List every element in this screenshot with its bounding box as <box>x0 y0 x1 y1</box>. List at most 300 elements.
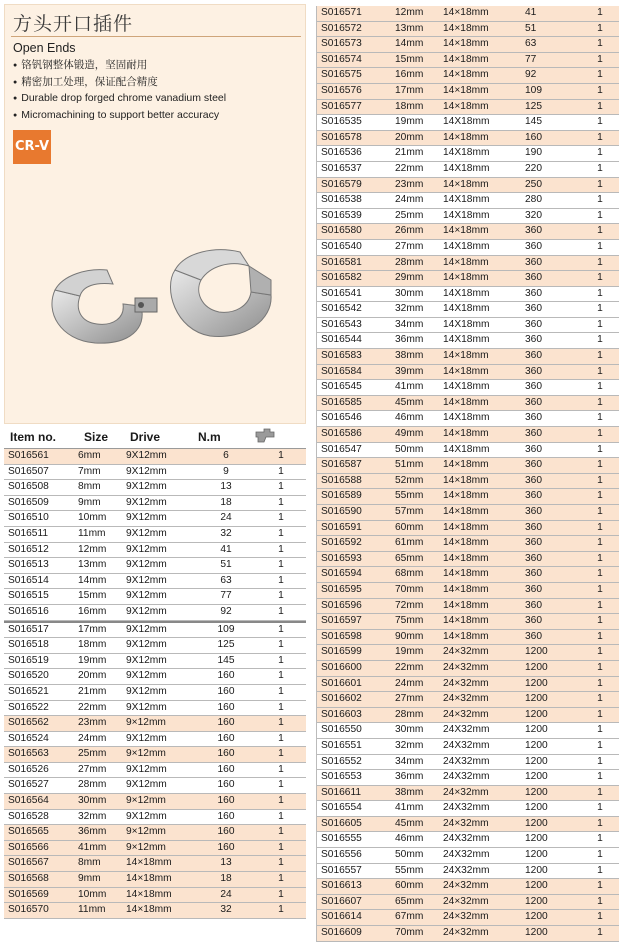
torque-cell: 1200 <box>521 723 577 739</box>
torque-cell: 160 <box>196 762 252 778</box>
torque-cell: 63 <box>521 37 577 53</box>
table-row <box>317 442 619 458</box>
qty-cell: 1 <box>577 208 619 224</box>
drive-cell: 24×32mm <box>439 910 521 926</box>
torque-cell: 360 <box>521 333 577 349</box>
item-no-cell: S016596 <box>317 598 391 614</box>
table-row <box>317 629 619 645</box>
torque-cell: 160 <box>196 700 252 716</box>
torque-cell: 1200 <box>521 770 577 786</box>
table-row <box>317 271 619 287</box>
drive-cell: 14×18mm <box>439 505 521 521</box>
size-cell: 17mm <box>74 623 122 638</box>
table-row <box>317 816 619 832</box>
left-table-a <box>4 449 306 621</box>
drive-cell: 14×18mm <box>439 567 521 583</box>
table-row <box>4 526 306 542</box>
table-row <box>317 645 619 661</box>
item-no-cell: S016509 <box>4 495 74 511</box>
table-row <box>317 473 619 489</box>
item-no-cell: S016614 <box>317 910 391 926</box>
size-cell: 11mm <box>74 903 122 919</box>
item-no-cell: S016597 <box>317 614 391 630</box>
torque-cell: 6 <box>196 449 252 464</box>
item-no-cell: S016552 <box>317 754 391 770</box>
table-row <box>4 887 306 903</box>
size-cell: 8mm <box>74 480 122 496</box>
table-row <box>317 21 619 37</box>
qty-cell: 1 <box>577 52 619 68</box>
feature-item: ● Micromachining to support better accuracy <box>13 108 226 125</box>
torque-cell: 360 <box>521 239 577 255</box>
size-cell: 21mm <box>391 146 439 162</box>
drive-cell: 14×18mm <box>439 551 521 567</box>
size-cell: 22mm <box>391 161 439 177</box>
size-cell: 32mm <box>74 809 122 825</box>
table-row <box>317 489 619 505</box>
torque-cell: 1200 <box>521 692 577 708</box>
torque-cell: 24 <box>196 887 252 903</box>
size-cell: 21mm <box>74 684 122 700</box>
qty-cell: 1 <box>252 731 306 747</box>
item-no-cell: S016539 <box>317 208 391 224</box>
drive-cell: 9X12mm <box>122 623 196 638</box>
table-row <box>317 848 619 864</box>
qty-cell: 1 <box>577 473 619 489</box>
drive-cell: 9X12mm <box>122 511 196 527</box>
item-no-cell: S016510 <box>4 511 74 527</box>
size-cell: 26mm <box>391 224 439 240</box>
table-row <box>317 177 619 193</box>
drive-cell: 14X18mm <box>439 411 521 427</box>
size-cell: 41mm <box>391 801 439 817</box>
size-cell: 52mm <box>391 473 439 489</box>
torque-cell: 360 <box>521 551 577 567</box>
qty-cell: 1 <box>252 573 306 589</box>
size-cell: 6mm <box>74 449 122 464</box>
size-cell: 28mm <box>391 255 439 271</box>
size-cell: 68mm <box>391 567 439 583</box>
drive-cell: 9X12mm <box>122 762 196 778</box>
item-no-cell: S016515 <box>4 589 74 605</box>
item-no-cell: S016540 <box>317 239 391 255</box>
item-no-cell: S016528 <box>4 809 74 825</box>
drive-cell: 14×18mm <box>439 52 521 68</box>
drive-cell: 9X12mm <box>122 573 196 589</box>
drive-cell: 9X12mm <box>122 526 196 542</box>
item-no-cell: S016603 <box>317 707 391 723</box>
qty-cell: 1 <box>577 738 619 754</box>
qty-cell: 1 <box>252 623 306 638</box>
drive-cell: 9X12mm <box>122 480 196 496</box>
table-row <box>317 676 619 692</box>
item-no-cell: S016562 <box>4 716 74 732</box>
feature-item: ● Durable drop forged chrome vanadium steel <box>13 91 226 108</box>
size-cell: 12mm <box>74 542 122 558</box>
item-no-cell: S016585 <box>317 395 391 411</box>
drive-cell: 14×18mm <box>439 224 521 240</box>
right-panel <box>316 6 619 942</box>
qty-cell: 1 <box>577 894 619 910</box>
size-cell: 90mm <box>391 629 439 645</box>
torque-cell: 190 <box>521 146 577 162</box>
qty-cell: 1 <box>577 660 619 676</box>
size-cell: 28mm <box>391 707 439 723</box>
qty-cell: 1 <box>577 130 619 146</box>
item-no-cell: S016572 <box>317 21 391 37</box>
size-cell: 67mm <box>391 910 439 926</box>
item-no-cell: S016542 <box>317 302 391 318</box>
drive-cell: 14×18mm <box>439 177 521 193</box>
torque-cell: 160 <box>196 669 252 685</box>
torque-cell: 360 <box>521 520 577 536</box>
drive-cell: 14×18mm <box>439 629 521 645</box>
item-no-cell: S016554 <box>317 801 391 817</box>
drive-cell: 14X18mm <box>439 380 521 396</box>
item-no-cell: S016588 <box>317 473 391 489</box>
torque-cell: 160 <box>196 684 252 700</box>
qty-cell: 1 <box>252 903 306 919</box>
item-no-cell: S016584 <box>317 364 391 380</box>
qty-cell: 1 <box>577 395 619 411</box>
size-cell: 15mm <box>391 52 439 68</box>
size-cell: 45mm <box>391 816 439 832</box>
qty-cell: 1 <box>577 489 619 505</box>
torque-cell: 77 <box>521 52 577 68</box>
item-no-cell: S016578 <box>317 130 391 146</box>
item-no-cell: S016571 <box>317 6 391 21</box>
size-cell: 16mm <box>74 604 122 620</box>
qty-cell: 1 <box>577 177 619 193</box>
size-cell: 24mm <box>391 193 439 209</box>
size-cell: 20mm <box>74 669 122 685</box>
torque-cell: 360 <box>521 629 577 645</box>
size-cell: 75mm <box>391 614 439 630</box>
size-cell: 65mm <box>391 894 439 910</box>
torque-cell: 145 <box>521 115 577 131</box>
item-no-cell: S016605 <box>317 816 391 832</box>
drive-cell: 14X18mm <box>439 317 521 333</box>
drive-cell: 9×12mm <box>122 747 196 763</box>
size-cell: 17mm <box>391 83 439 99</box>
size-cell: 28mm <box>74 778 122 794</box>
torque-cell: 360 <box>521 364 577 380</box>
size-cell: 25mm <box>74 747 122 763</box>
drive-cell: 14×18mm <box>122 903 196 919</box>
table-row <box>317 83 619 99</box>
drive-cell: 14X18mm <box>439 146 521 162</box>
item-no-cell: S016598 <box>317 629 391 645</box>
qty-cell: 1 <box>252 558 306 574</box>
torque-cell: 360 <box>521 271 577 287</box>
torque-cell: 360 <box>521 489 577 505</box>
table-column-header <box>4 424 306 449</box>
table-row <box>4 653 306 669</box>
qty-cell: 1 <box>577 848 619 864</box>
drive-cell: 9X12mm <box>122 604 196 620</box>
feature-item: ● 铬钒钢整体锻造，坚固耐用 <box>13 58 226 75</box>
drive-cell: 24X32mm <box>439 770 521 786</box>
table-row <box>317 785 619 801</box>
item-no-cell: S016512 <box>4 542 74 558</box>
qty-cell: 1 <box>577 723 619 739</box>
drive-cell: 14X18mm <box>439 286 521 302</box>
table-row <box>317 707 619 723</box>
table-row <box>317 395 619 411</box>
item-no-cell: S016602 <box>317 692 391 708</box>
drive-cell: 9X12mm <box>122 449 196 464</box>
size-cell: 41mm <box>391 380 439 396</box>
size-cell: 38mm <box>391 349 439 365</box>
table-row <box>317 239 619 255</box>
table-row <box>317 68 619 84</box>
size-cell: 12mm <box>391 6 439 21</box>
drive-cell: 24×32mm <box>439 692 521 708</box>
title-divider <box>11 36 301 37</box>
drive-cell: 24X32mm <box>439 863 521 879</box>
table-row <box>317 614 619 630</box>
qty-cell: 1 <box>577 380 619 396</box>
drive-cell: 24X32mm <box>439 723 521 739</box>
item-no-cell: S016573 <box>317 37 391 53</box>
drive-cell: 24×32mm <box>439 879 521 895</box>
table-row <box>317 723 619 739</box>
item-no-cell: S016581 <box>317 255 391 271</box>
qty-cell: 1 <box>577 333 619 349</box>
insert-right <box>170 250 271 337</box>
qty-cell: 1 <box>577 801 619 817</box>
drive-cell: 9X12mm <box>122 684 196 700</box>
item-no-cell: S016583 <box>317 349 391 365</box>
torque-cell: 280 <box>521 193 577 209</box>
drive-cell: 14×18mm <box>439 582 521 598</box>
qty-cell: 1 <box>577 349 619 365</box>
table-row <box>317 161 619 177</box>
table-row <box>317 910 619 926</box>
torque-cell: 109 <box>196 623 252 638</box>
table-row <box>317 926 619 942</box>
table-row <box>4 638 306 654</box>
size-cell: 7mm <box>74 464 122 480</box>
torque-cell: 360 <box>521 442 577 458</box>
drive-cell: 9X12mm <box>122 464 196 480</box>
table-row <box>317 863 619 879</box>
item-no-cell: S016519 <box>4 653 74 669</box>
size-cell: 70mm <box>391 926 439 942</box>
item-no-cell: S016516 <box>4 604 74 620</box>
torque-cell: 360 <box>521 536 577 552</box>
table-row <box>317 333 619 349</box>
qty-cell: 1 <box>577 551 619 567</box>
table-row <box>317 380 619 396</box>
qty-cell: 1 <box>252 794 306 810</box>
torque-cell: 32 <box>196 903 252 919</box>
drive-cell: 14X18mm <box>439 161 521 177</box>
drive-cell: 14×18mm <box>439 364 521 380</box>
item-no-cell: S016575 <box>317 68 391 84</box>
table-row <box>4 778 306 794</box>
col-nm: N.m <box>198 430 221 444</box>
size-cell: 60mm <box>391 520 439 536</box>
qty-cell: 1 <box>577 816 619 832</box>
qty-cell: 1 <box>577 567 619 583</box>
size-cell: 55mm <box>391 489 439 505</box>
torque-cell: 160 <box>196 809 252 825</box>
qty-cell: 1 <box>252 511 306 527</box>
size-cell: 30mm <box>74 794 122 810</box>
table-row <box>4 856 306 872</box>
table-row <box>317 52 619 68</box>
qty-cell: 1 <box>577 317 619 333</box>
torque-cell: 360 <box>521 505 577 521</box>
qty-cell: 1 <box>252 778 306 794</box>
table-row <box>317 411 619 427</box>
product-subtitle: Open Ends <box>13 41 76 55</box>
item-no-cell: S016564 <box>4 794 74 810</box>
table-row <box>4 731 306 747</box>
item-no-cell: S016551 <box>317 738 391 754</box>
drive-cell: 14×18mm <box>439 130 521 146</box>
size-cell: 19mm <box>391 645 439 661</box>
size-cell: 46mm <box>391 832 439 848</box>
qty-cell: 1 <box>577 520 619 536</box>
item-no-cell: S016557 <box>317 863 391 879</box>
torque-cell: 13 <box>196 856 252 872</box>
torque-cell: 360 <box>521 395 577 411</box>
left-table-b <box>4 623 306 919</box>
torque-cell: 160 <box>196 716 252 732</box>
table-row <box>317 146 619 162</box>
size-cell: 13mm <box>74 558 122 574</box>
table-row <box>4 825 306 841</box>
drive-cell: 9×12mm <box>122 840 196 856</box>
size-cell: 34mm <box>391 754 439 770</box>
size-cell: 34mm <box>391 317 439 333</box>
qty-cell: 1 <box>577 161 619 177</box>
torque-cell: 1200 <box>521 676 577 692</box>
size-cell: 18mm <box>74 638 122 654</box>
qty-cell: 1 <box>252 716 306 732</box>
drive-cell: 9X12mm <box>122 638 196 654</box>
table-row <box>317 582 619 598</box>
item-no-cell: S016574 <box>317 52 391 68</box>
torque-cell: 360 <box>521 255 577 271</box>
item-no-cell: S016607 <box>317 894 391 910</box>
size-cell: 57mm <box>391 505 439 521</box>
col-size: Size <box>84 430 109 444</box>
qty-cell: 1 <box>252 809 306 825</box>
table-row <box>4 449 306 464</box>
qty-cell: 1 <box>577 536 619 552</box>
size-cell: 13mm <box>391 21 439 37</box>
table-row <box>4 747 306 763</box>
size-cell: 51mm <box>391 458 439 474</box>
table-row <box>317 770 619 786</box>
qty-cell: 1 <box>577 629 619 645</box>
qty-cell: 1 <box>577 302 619 318</box>
item-no-cell: S016508 <box>4 480 74 496</box>
item-no-cell: S016538 <box>317 193 391 209</box>
qty-cell: 1 <box>577 926 619 942</box>
torque-cell: 160 <box>196 731 252 747</box>
qty-cell: 1 <box>577 99 619 115</box>
item-no-cell: S016546 <box>317 411 391 427</box>
size-cell: 20mm <box>391 130 439 146</box>
size-cell: 50mm <box>391 442 439 458</box>
drive-cell: 14×18mm <box>439 614 521 630</box>
table-row <box>317 754 619 770</box>
table-row <box>317 894 619 910</box>
torque-cell: 1200 <box>521 707 577 723</box>
torque-cell: 1200 <box>521 738 577 754</box>
item-no-cell: S016522 <box>4 700 74 716</box>
torque-cell: 360 <box>521 380 577 396</box>
feature-list <box>13 58 226 124</box>
size-cell: 61mm <box>391 536 439 552</box>
torque-cell: 160 <box>521 130 577 146</box>
torque-cell: 360 <box>521 427 577 443</box>
drive-cell: 24×32mm <box>439 645 521 661</box>
size-cell: 27mm <box>391 692 439 708</box>
qty-cell: 1 <box>577 754 619 770</box>
drive-cell: 14×18mm <box>439 37 521 53</box>
size-cell: 32mm <box>391 302 439 318</box>
table-row <box>4 558 306 574</box>
item-no-cell: S016589 <box>317 489 391 505</box>
feature-item: ● 精密加工处理，保证配合精度 <box>13 75 226 92</box>
drive-cell: 24×32mm <box>439 676 521 692</box>
qty-cell: 1 <box>252 542 306 558</box>
torque-cell: 320 <box>521 208 577 224</box>
drive-cell: 9X12mm <box>122 700 196 716</box>
qty-cell: 1 <box>577 239 619 255</box>
size-cell: 23mm <box>74 716 122 732</box>
drive-cell: 14×18mm <box>122 887 196 903</box>
drive-cell: 9X12mm <box>122 809 196 825</box>
qty-cell: 1 <box>252 887 306 903</box>
torque-cell: 1200 <box>521 645 577 661</box>
qty-cell: 1 <box>252 747 306 763</box>
qty-cell: 1 <box>577 271 619 287</box>
torque-cell: 77 <box>196 589 252 605</box>
torque-cell: 13 <box>196 480 252 496</box>
drive-cell: 9×12mm <box>122 716 196 732</box>
qty-cell: 1 <box>577 255 619 271</box>
item-no-cell: S016601 <box>317 676 391 692</box>
drive-cell: 24×32mm <box>439 707 521 723</box>
table-row <box>317 130 619 146</box>
table-row <box>317 458 619 474</box>
item-no-cell: S016595 <box>317 582 391 598</box>
qty-cell: 1 <box>577 832 619 848</box>
item-no-cell: S016561 <box>4 449 74 464</box>
table-row <box>317 224 619 240</box>
table-row <box>317 551 619 567</box>
item-no-cell: S016587 <box>317 458 391 474</box>
torque-cell: 360 <box>521 473 577 489</box>
torque-cell: 92 <box>521 68 577 84</box>
wrench-qty-icon <box>254 428 276 444</box>
item-no-cell: S016600 <box>317 660 391 676</box>
table-row <box>317 255 619 271</box>
table-row <box>317 364 619 380</box>
qty-cell: 1 <box>577 193 619 209</box>
drive-cell: 9X12mm <box>122 589 196 605</box>
torque-cell: 92 <box>196 604 252 620</box>
drive-cell: 24×32mm <box>439 785 521 801</box>
table-row <box>317 536 619 552</box>
size-cell: 32mm <box>391 738 439 754</box>
